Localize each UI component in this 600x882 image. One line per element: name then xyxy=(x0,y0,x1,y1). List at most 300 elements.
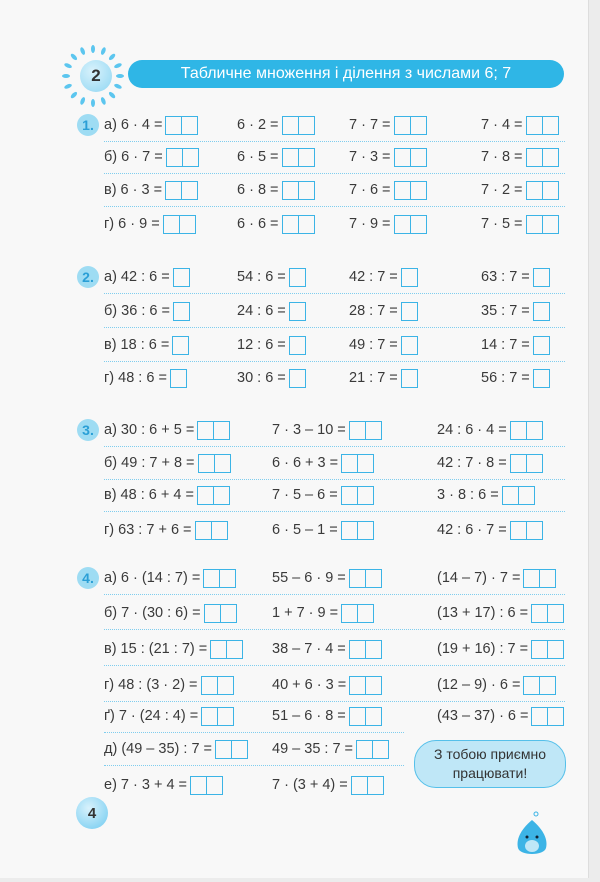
answer-boxes[interactable] xyxy=(394,148,427,167)
row-divider xyxy=(104,361,565,362)
answer-box[interactable] xyxy=(350,708,365,725)
exercise xyxy=(272,419,382,441)
exercise xyxy=(481,334,550,356)
answer-box[interactable] xyxy=(213,487,229,504)
exercise-expression: г) 6 · 9 = xyxy=(104,216,160,232)
exercise-expression: д) (49 – 35) : 7 = xyxy=(104,741,212,757)
task-number: 3. xyxy=(77,419,99,441)
exercise xyxy=(481,213,559,235)
answer-boxes[interactable] xyxy=(533,268,550,287)
answer-box[interactable] xyxy=(539,570,555,587)
exercise xyxy=(481,266,550,288)
answer-box[interactable] xyxy=(410,216,426,233)
exercise-expression: г) 63 : 7 + 6 = xyxy=(104,522,192,538)
answer-box[interactable] xyxy=(290,370,305,387)
answer-box[interactable] xyxy=(524,570,539,587)
answer-box[interactable] xyxy=(542,117,558,134)
exercise xyxy=(104,638,243,660)
row-divider xyxy=(104,511,565,512)
answer-box[interactable] xyxy=(367,777,383,794)
answer-boxes[interactable] xyxy=(349,421,382,440)
answer-box[interactable] xyxy=(298,117,314,134)
exercise-expression: 7 · 8 = xyxy=(481,149,523,165)
answer-box[interactable] xyxy=(524,677,539,694)
answer-box[interactable] xyxy=(518,487,534,504)
exercise xyxy=(481,367,550,389)
answer-boxes[interactable] xyxy=(401,268,418,287)
exercise-expression: а) 42 : 6 = xyxy=(104,269,170,285)
task-number: 1. xyxy=(77,114,99,136)
exercise xyxy=(104,334,189,356)
answer-boxes[interactable] xyxy=(173,302,190,321)
answer-boxes[interactable] xyxy=(526,148,559,167)
answer-box[interactable] xyxy=(526,455,542,472)
row-divider xyxy=(104,479,565,480)
answer-box[interactable] xyxy=(534,337,549,354)
sun-ray xyxy=(100,96,107,105)
answer-box[interactable] xyxy=(217,677,233,694)
answer-boxes[interactable] xyxy=(502,486,535,505)
answer-boxes[interactable] xyxy=(282,181,315,200)
answer-box[interactable] xyxy=(206,777,222,794)
exercise xyxy=(481,114,559,136)
answer-box[interactable] xyxy=(402,370,417,387)
answer-box[interactable] xyxy=(357,487,373,504)
answer-box[interactable] xyxy=(213,422,229,439)
row-divider xyxy=(104,594,565,595)
answer-box[interactable] xyxy=(395,182,410,199)
answer-box[interactable] xyxy=(202,708,217,725)
answer-box[interactable] xyxy=(534,269,549,286)
answer-boxes[interactable] xyxy=(282,148,315,167)
answer-boxes[interactable] xyxy=(510,521,543,540)
answer-boxes[interactable] xyxy=(165,116,198,135)
sun-ray xyxy=(116,74,124,78)
row-divider xyxy=(104,173,565,174)
answer-box[interactable] xyxy=(211,522,227,539)
row-divider xyxy=(104,446,565,447)
answer-boxes[interactable] xyxy=(401,369,418,388)
answer-box[interactable] xyxy=(211,641,226,658)
answer-box[interactable] xyxy=(205,605,220,622)
answer-box[interactable] xyxy=(539,677,555,694)
answer-box[interactable] xyxy=(350,677,365,694)
exercise-expression: 7 · 7 = xyxy=(349,117,391,133)
answer-boxes[interactable] xyxy=(401,302,418,321)
exercise xyxy=(104,146,199,168)
answer-box[interactable] xyxy=(350,570,365,587)
answer-boxes[interactable] xyxy=(197,421,230,440)
sun-ray xyxy=(108,53,116,61)
answer-box[interactable] xyxy=(542,216,558,233)
exercise-expression: 6 · 6 + 3 = xyxy=(272,455,339,471)
answer-boxes[interactable] xyxy=(526,181,559,200)
answer-box[interactable] xyxy=(174,269,189,286)
exercise xyxy=(349,213,427,235)
exercise xyxy=(272,519,374,541)
answer-box[interactable] xyxy=(402,269,417,286)
answer-boxes[interactable] xyxy=(401,336,418,355)
answer-box[interactable] xyxy=(181,182,197,199)
exercise xyxy=(272,638,382,660)
answer-boxes[interactable] xyxy=(201,707,234,726)
answer-boxes[interactable] xyxy=(190,776,223,795)
answer-box[interactable] xyxy=(534,303,549,320)
answer-boxes[interactable] xyxy=(531,707,564,726)
answer-box[interactable] xyxy=(181,117,197,134)
answer-box[interactable] xyxy=(402,303,417,320)
answer-box[interactable] xyxy=(410,149,426,166)
answer-boxes[interactable] xyxy=(531,604,564,623)
answer-box[interactable] xyxy=(290,303,305,320)
answer-box[interactable] xyxy=(216,741,231,758)
answer-boxes[interactable] xyxy=(166,148,199,167)
exercise xyxy=(104,419,230,441)
answer-box[interactable] xyxy=(166,182,181,199)
exercise xyxy=(481,300,550,322)
lesson-number-badge: 2 xyxy=(80,60,112,92)
exercise xyxy=(349,367,418,389)
exercise-expression: 28 : 7 = xyxy=(349,303,398,319)
sun-ray xyxy=(64,62,73,69)
answer-box[interactable] xyxy=(283,149,298,166)
exercise-expression: 6 · 5 – 1 = xyxy=(272,522,338,538)
exercise-expression: 40 + 6 · 3 = xyxy=(272,677,347,693)
exercise xyxy=(104,213,196,235)
answer-boxes[interactable] xyxy=(526,116,559,135)
answer-boxes[interactable] xyxy=(523,569,556,588)
sun-ray xyxy=(113,83,122,90)
answer-box[interactable] xyxy=(198,487,213,504)
exercise-expression: 42 : 6 · 7 = xyxy=(437,522,507,538)
answer-boxes[interactable] xyxy=(170,369,187,388)
task-number: 2. xyxy=(77,266,99,288)
answer-box[interactable] xyxy=(179,216,195,233)
answer-boxes[interactable] xyxy=(173,268,190,287)
exercise-expression: 7 · (3 + 4) = xyxy=(272,777,348,793)
answer-boxes[interactable] xyxy=(351,776,384,795)
answer-box[interactable] xyxy=(357,522,373,539)
answer-box[interactable] xyxy=(357,741,372,758)
answer-box[interactable] xyxy=(173,337,188,354)
answer-box[interactable] xyxy=(219,570,235,587)
exercise xyxy=(349,334,418,356)
answer-box[interactable] xyxy=(167,149,182,166)
exercise xyxy=(349,114,427,136)
answer-boxes[interactable] xyxy=(523,676,556,695)
answer-box[interactable] xyxy=(214,455,230,472)
exercise xyxy=(237,114,315,136)
answer-box[interactable] xyxy=(357,605,373,622)
answer-box[interactable] xyxy=(226,641,242,658)
task-number: 4. xyxy=(77,567,99,589)
exercise xyxy=(437,484,535,506)
exercise xyxy=(349,146,427,168)
answer-boxes[interactable] xyxy=(349,707,382,726)
exercise xyxy=(437,567,556,589)
exercise-expression: ґ) 7 · (24 : 4) = xyxy=(104,708,199,724)
answer-box[interactable] xyxy=(365,422,381,439)
answer-boxes[interactable] xyxy=(210,640,243,659)
answer-boxes[interactable] xyxy=(531,640,564,659)
answer-box[interactable] xyxy=(352,777,367,794)
answer-boxes[interactable] xyxy=(533,369,550,388)
exercise xyxy=(104,452,231,474)
exercise-expression: 3 · 8 : 6 = xyxy=(437,487,499,503)
answer-boxes[interactable] xyxy=(163,215,196,234)
row-divider xyxy=(104,701,565,702)
answer-box[interactable] xyxy=(199,455,214,472)
answer-box[interactable] xyxy=(527,117,542,134)
exercise-expression: 1 + 7 · 9 = xyxy=(272,605,339,621)
exercise xyxy=(349,300,418,322)
speech-line-1: З тобою приємно xyxy=(433,746,547,762)
answer-boxes[interactable] xyxy=(289,369,306,388)
answer-boxes[interactable] xyxy=(289,302,306,321)
exercise-expression: (43 – 37) · 6 = xyxy=(437,708,529,724)
exercise-expression: 49 – 35 : 7 = xyxy=(272,741,354,757)
answer-box[interactable] xyxy=(402,337,417,354)
answer-box[interactable] xyxy=(365,641,381,658)
answer-box[interactable] xyxy=(365,677,381,694)
exercise-expression: 6 · 2 = xyxy=(237,117,279,133)
answer-box[interactable] xyxy=(342,455,357,472)
exercise-expression: 6 · 5 = xyxy=(237,149,279,165)
answer-boxes[interactable] xyxy=(394,215,427,234)
page-number: 4 xyxy=(76,797,108,829)
answer-boxes[interactable] xyxy=(349,569,382,588)
answer-box[interactable] xyxy=(527,216,542,233)
exercise-expression: (19 + 16) : 7 = xyxy=(437,641,529,657)
exercise-expression: 35 : 7 = xyxy=(481,303,530,319)
answer-box[interactable] xyxy=(526,422,542,439)
answer-box[interactable] xyxy=(511,455,526,472)
exercise xyxy=(104,179,198,201)
exercise-expression: б) 6 · 7 = xyxy=(104,149,163,165)
answer-boxes[interactable] xyxy=(356,740,389,759)
answer-box[interactable] xyxy=(372,741,388,758)
exercise-expression: 55 – 6 · 9 = xyxy=(272,570,346,586)
exercise xyxy=(437,705,564,727)
answer-box[interactable] xyxy=(547,605,563,622)
exercise xyxy=(272,602,374,624)
answer-box[interactable] xyxy=(231,741,247,758)
answer-boxes[interactable] xyxy=(198,454,231,473)
speech-line-2: працювати! xyxy=(452,765,528,781)
exercise-expression: 49 : 7 = xyxy=(349,337,398,353)
row-divider xyxy=(104,765,404,766)
answer-boxes[interactable] xyxy=(165,181,198,200)
answer-box[interactable] xyxy=(532,708,547,725)
answer-boxes[interactable] xyxy=(394,116,427,135)
answer-boxes[interactable] xyxy=(172,336,189,355)
answer-box[interactable] xyxy=(532,641,547,658)
answer-boxes[interactable] xyxy=(349,676,382,695)
exercise xyxy=(104,674,234,696)
answer-box[interactable] xyxy=(290,337,305,354)
answer-box[interactable] xyxy=(196,522,211,539)
answer-box[interactable] xyxy=(171,370,186,387)
exercise-expression: 42 : 7 · 8 = xyxy=(437,455,507,471)
exercise xyxy=(272,484,374,506)
exercise xyxy=(437,452,543,474)
speech-bubble xyxy=(414,740,566,788)
exercise xyxy=(237,179,315,201)
answer-boxes[interactable] xyxy=(533,302,550,321)
answer-box[interactable] xyxy=(204,570,219,587)
answer-boxes[interactable] xyxy=(510,421,543,440)
answer-boxes[interactable] xyxy=(201,676,234,695)
sun-ray xyxy=(70,91,78,99)
answer-box[interactable] xyxy=(298,216,314,233)
answer-boxes[interactable] xyxy=(282,116,315,135)
exercise-expression: 24 : 6 = xyxy=(237,303,286,319)
exercise-expression: б) 36 : 6 = xyxy=(104,303,170,319)
answer-boxes[interactable] xyxy=(510,454,543,473)
answer-boxes[interactable] xyxy=(341,604,374,623)
exercise xyxy=(104,519,228,541)
exercise-expression: 7 · 5 – 6 = xyxy=(272,487,338,503)
exercise-expression: 6 · 6 = xyxy=(237,216,279,232)
sun-ray xyxy=(113,62,122,69)
exercise-expression: г) 48 : (3 · 2) = xyxy=(104,677,198,693)
exercise xyxy=(237,146,315,168)
answer-boxes[interactable] xyxy=(341,521,374,540)
answer-box[interactable] xyxy=(342,487,357,504)
exercise-expression: 7 · 5 = xyxy=(481,216,523,232)
exercise-expression: 14 : 7 = xyxy=(481,337,530,353)
exercise-expression: е) 7 · 3 + 4 = xyxy=(104,777,188,793)
answer-boxes[interactable] xyxy=(289,268,306,287)
exercise xyxy=(104,300,190,322)
sun-ray xyxy=(91,45,95,53)
answer-box[interactable] xyxy=(410,117,426,134)
answer-box[interactable] xyxy=(298,182,314,199)
answer-box[interactable] xyxy=(526,522,542,539)
answer-boxes[interactable] xyxy=(341,486,374,505)
exercise-expression: (14 – 7) · 7 = xyxy=(437,570,521,586)
answer-box[interactable] xyxy=(220,605,236,622)
answer-box[interactable] xyxy=(191,777,206,794)
row-divider xyxy=(104,206,565,207)
answer-boxes[interactable] xyxy=(204,604,237,623)
answer-box[interactable] xyxy=(283,216,298,233)
exercise-expression: б) 7 · (30 : 6) = xyxy=(104,605,201,621)
answer-box[interactable] xyxy=(503,487,518,504)
exercise-expression: 63 : 7 = xyxy=(481,269,530,285)
answer-boxes[interactable] xyxy=(282,215,315,234)
exercise-expression: 12 : 6 = xyxy=(237,337,286,353)
exercise-expression: (12 – 9) · 6 = xyxy=(437,677,521,693)
row-divider xyxy=(104,293,565,294)
exercise xyxy=(104,484,230,506)
answer-box[interactable] xyxy=(410,182,426,199)
answer-boxes[interactable] xyxy=(289,336,306,355)
exercise xyxy=(104,602,237,624)
answer-box[interactable] xyxy=(357,455,373,472)
answer-box[interactable] xyxy=(365,570,381,587)
answer-box[interactable] xyxy=(547,641,563,658)
answer-box[interactable] xyxy=(350,422,365,439)
exercise-expression: 30 : 6 = xyxy=(237,370,286,386)
answer-boxes[interactable] xyxy=(533,336,550,355)
row-divider xyxy=(104,141,565,142)
answer-box[interactable] xyxy=(527,182,542,199)
exercise xyxy=(237,334,306,356)
exercise-expression: 24 : 6 · 4 = xyxy=(437,422,507,438)
answer-box[interactable] xyxy=(166,117,181,134)
exercise-expression: 38 – 7 · 4 = xyxy=(272,641,346,657)
sun-ray xyxy=(108,91,116,99)
answer-box[interactable] xyxy=(365,708,381,725)
answer-boxes[interactable] xyxy=(197,486,230,505)
exercise xyxy=(437,419,543,441)
answer-box[interactable] xyxy=(283,182,298,199)
answer-box[interactable] xyxy=(395,149,410,166)
answer-box[interactable] xyxy=(542,149,558,166)
answer-box[interactable] xyxy=(395,117,410,134)
exercise xyxy=(437,674,556,696)
answer-box[interactable] xyxy=(511,422,526,439)
exercise xyxy=(104,705,234,727)
row-divider xyxy=(104,327,565,328)
answer-box[interactable] xyxy=(283,117,298,134)
answer-box[interactable] xyxy=(174,303,189,320)
answer-boxes[interactable] xyxy=(203,569,236,588)
answer-box[interactable] xyxy=(542,182,558,199)
answer-boxes[interactable] xyxy=(526,215,559,234)
exercise xyxy=(272,774,384,796)
answer-box[interactable] xyxy=(532,605,547,622)
answer-box[interactable] xyxy=(547,708,563,725)
exercise-expression: г) 48 : 6 = xyxy=(104,370,167,386)
answer-boxes[interactable] xyxy=(195,521,228,540)
answer-box[interactable] xyxy=(350,641,365,658)
answer-box[interactable] xyxy=(534,370,549,387)
exercise-expression: 7 · 2 = xyxy=(481,182,523,198)
exercise-expression: 56 : 7 = xyxy=(481,370,530,386)
answer-box[interactable] xyxy=(198,422,213,439)
answer-box[interactable] xyxy=(342,605,357,622)
sun-ray xyxy=(62,74,70,78)
answer-box[interactable] xyxy=(395,216,410,233)
answer-box[interactable] xyxy=(511,522,526,539)
answer-box[interactable] xyxy=(298,149,314,166)
answer-box[interactable] xyxy=(217,708,233,725)
exercise-expression: 7 · 6 = xyxy=(349,182,391,198)
answer-box[interactable] xyxy=(290,269,305,286)
answer-boxes[interactable] xyxy=(349,640,382,659)
exercise xyxy=(237,266,306,288)
answer-box[interactable] xyxy=(342,522,357,539)
exercise xyxy=(272,567,382,589)
answer-boxes[interactable] xyxy=(394,181,427,200)
exercise xyxy=(272,674,382,696)
exercise-expression: 7 · 4 = xyxy=(481,117,523,133)
sun-ray xyxy=(79,96,86,105)
answer-box[interactable] xyxy=(527,149,542,166)
answer-box[interactable] xyxy=(182,149,198,166)
exercise xyxy=(272,705,382,727)
answer-box[interactable] xyxy=(202,677,217,694)
exercise xyxy=(437,638,564,660)
row-divider xyxy=(104,732,404,733)
answer-boxes[interactable] xyxy=(215,740,248,759)
answer-boxes[interactable] xyxy=(341,454,374,473)
exercise-expression: в) 15 : (21 : 7) = xyxy=(104,641,208,657)
answer-box[interactable] xyxy=(164,216,179,233)
exercise xyxy=(237,213,315,235)
